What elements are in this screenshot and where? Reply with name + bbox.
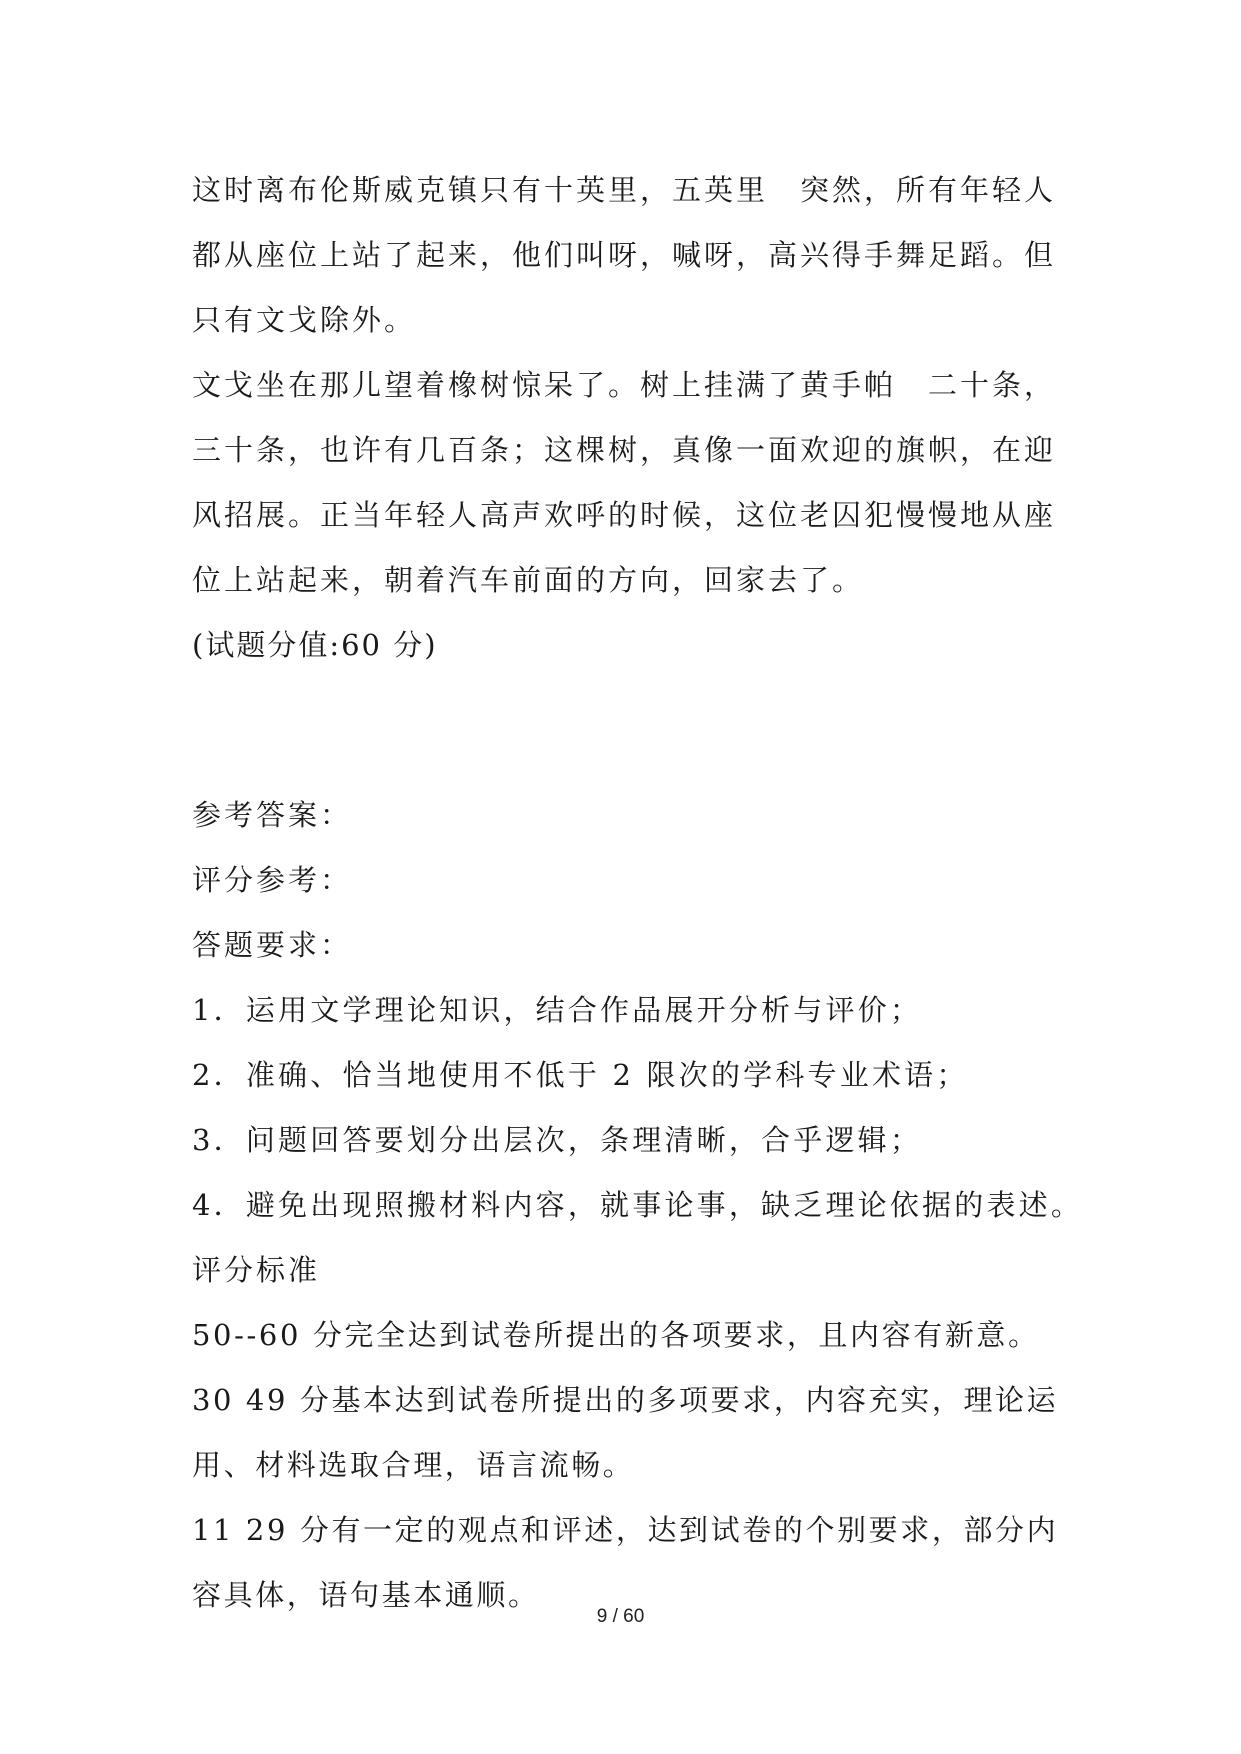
requirement-item-1: 1．运用文学理论知识，结合作品展开分析与评价； <box>192 993 923 1027</box>
section-gap <box>192 678 1062 783</box>
requirements-label: 答题要求： <box>192 928 353 962</box>
story-paragraph-2: 文戈坐在那儿望着橡树惊呆了。树上挂满了黄手帕 二十条，三十条，也许有几百条；这棵树，真像一面欢迎的旗帜，在迎风招展。正当年轻人高声欢呼的时候，这位老囚犯慢慢地从座位上站起来，朝着汽车前面的方向，回家去了。 <box>192 368 1057 597</box>
criteria-item-3: 11 29 分有一定的观点和评述，达到试卷的个别要求，部分内容具体，语句基本通顺。 <box>192 1513 1059 1612</box>
grading-reference-label: 评分参考： <box>192 863 353 897</box>
criteria-item-2: 30 49 分基本达到试卷所提出的多项要求，内容充实，理论运用、材料选取合理，语言流畅。 <box>192 1383 1059 1482</box>
requirement-item-2: 2．准确、恰当地使用不低于 2 限次的学科专业术语； <box>192 1058 969 1092</box>
requirement-item-4: 4．避免出现照搬材料内容，就事论事，缺乏理论依据的表述。 <box>192 1188 1084 1222</box>
page-content <box>192 158 1084 1628</box>
criteria-label: 评分标准 <box>192 1253 321 1287</box>
criteria-item-1: 50--60 分完全达到试卷所提出的各项要求，且内容有新意。 <box>192 1318 1040 1352</box>
reference-answer-label: 参考答案： <box>192 798 353 832</box>
score-note: (试题分值:60 分) <box>192 628 438 662</box>
requirement-item-3: 3．问题回答要划分出层次，条理清晰，合乎逻辑； <box>192 1123 923 1157</box>
page-number: 9 / 60 <box>596 1606 645 1627</box>
story-paragraph-1: 这时离布伦斯威克镇只有十英里，五英里 突然，所有年轻人都从座位上站了起来，他们叫呀，喊呀，高兴得手舞足蹈。但只有文戈除外。 <box>192 173 1057 337</box>
